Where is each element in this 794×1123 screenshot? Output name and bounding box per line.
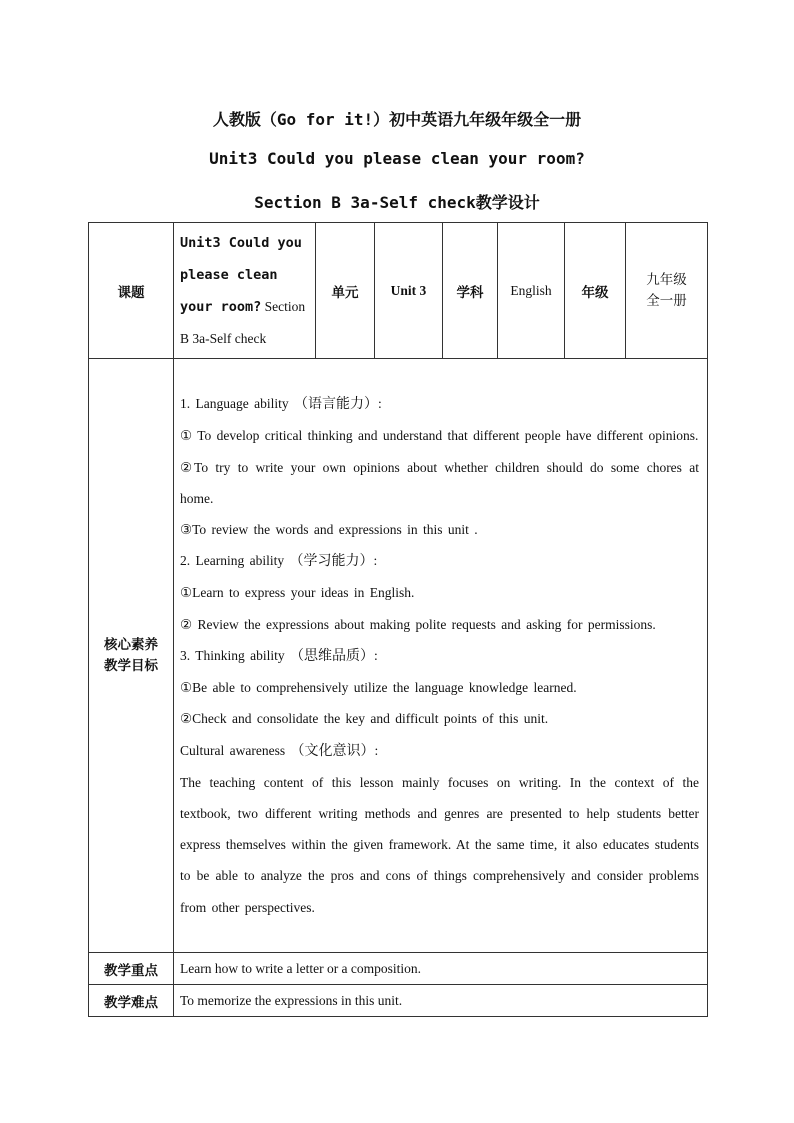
goal-text: 2. Learning ability	[180, 553, 290, 569]
goal-heading-language	[180, 388, 699, 420]
goal-text-tail: :	[377, 396, 382, 412]
info-row	[89, 223, 708, 359]
goal-text-tail: :	[374, 647, 378, 663]
goal-text-zh: （语言能力）	[293, 396, 378, 413]
goal-text: 3. Thinking ability	[180, 647, 290, 663]
topic-value	[174, 223, 316, 359]
goal-text-tail: :	[373, 553, 378, 569]
goal-item: ② Review the expressions about making polite requests and asking for permissions.	[180, 616, 656, 632]
doc-title-line-1: 人教版（Go for it!）初中英语九年级年级全一册	[212, 110, 582, 129]
subject-label: 学科	[443, 223, 498, 359]
goal-item: ②Check and consolidate the key and difficult points of this unit.	[180, 711, 549, 727]
goals-row	[89, 359, 708, 953]
doc-title-line-2: Unit3 Could you please clean your room?	[209, 149, 585, 168]
grade-value-line-2: 全一册	[646, 292, 687, 309]
goal-heading-learning	[180, 545, 699, 577]
unit-label: 单元	[316, 223, 375, 359]
goal-text: 1. Language ability	[180, 396, 294, 412]
goal-text-zh: （文化意识）	[290, 742, 375, 759]
lesson-plan-table	[88, 222, 708, 1017]
goals-content	[174, 359, 708, 953]
goal-heading-culture	[180, 735, 699, 767]
goals-label	[89, 359, 174, 953]
grade-label: 年级	[565, 223, 626, 359]
difficulty-label: 教学难点	[89, 985, 174, 1017]
grade-value	[626, 223, 708, 359]
goal-item: ①Learn to express your ideas in English.	[180, 585, 415, 601]
key-point-label: 教学重点	[89, 953, 174, 985]
goal-text-zh: （学习能力）	[289, 553, 374, 570]
goal-text-zh: （思维品质）	[290, 647, 374, 664]
topic-section: Section B 3a-Self check	[180, 299, 306, 346]
difficulty-text: To memorize the expressions in this unit.	[174, 985, 708, 1017]
goal-item: ②To try to write your own opinions about whether children should do some chores at home.	[180, 459, 699, 506]
key-point-row	[89, 953, 708, 985]
goal-text-tail: :	[374, 742, 379, 758]
goals-label-line-1: 核心素养	[104, 636, 158, 653]
key-point-text: Learn how to write a letter or a composition.	[174, 953, 708, 985]
goal-item: ③To review the words and expressions in this unit .	[180, 522, 478, 538]
topic-label: 课题	[89, 223, 174, 359]
goals-label-line-2: 教学目标	[104, 657, 158, 674]
doc-title-line-3: Section B 3a-Self check教学设计	[254, 193, 540, 212]
goal-text: Cultural awareness	[180, 742, 291, 758]
topic-title: Unit3 Could you please clean your room?	[180, 235, 302, 315]
subject-value: English	[498, 223, 565, 359]
goal-item: ① To develop critical thinking and understand that different people have different opinions.	[180, 428, 699, 444]
goal-heading-thinking	[180, 640, 699, 672]
goal-item-culture-text: The teaching content of this lesson mainly focuses on writing. In the context of the textbook, two different writing methods and genres are presented to help students better express themselves within the given framework. At the same time, it also educates students to be able to analyze the pros and cons of things comprehensively and consider problems from other perspectives.	[180, 774, 699, 915]
unit-value: Unit 3	[375, 223, 443, 359]
grade-value-line-1: 九年级	[646, 271, 687, 288]
goal-item: ①Be able to comprehensively utilize the language knowledge learned.	[180, 680, 577, 696]
difficulty-row	[89, 985, 708, 1017]
